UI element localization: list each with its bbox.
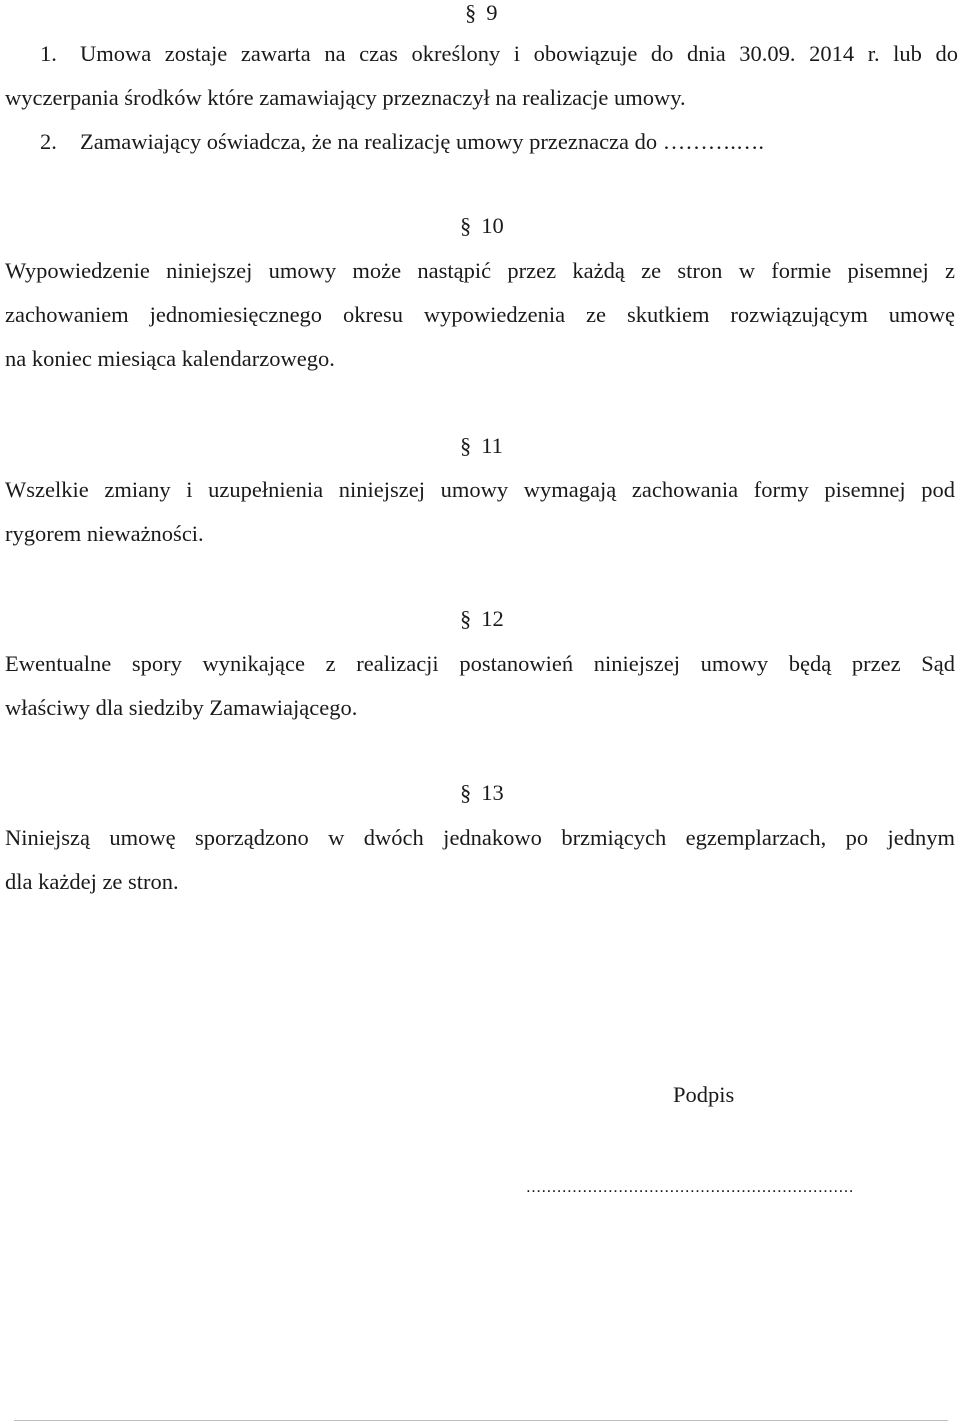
list-item-line-2: wyczerpania środków które zamawiający przeznaczył na realizacje umowy.: [5, 85, 686, 110]
section-number: 9: [486, 0, 498, 25]
section-sign: §: [460, 606, 472, 631]
section-12-paragraph: [5, 642, 955, 730]
paragraph-line-1: Wszelkie zmiany i uzupełnienia niniejszej umowy wymagają zachowania formy pisemnej pod: [5, 477, 955, 502]
section-sign: §: [460, 433, 472, 458]
section-11-heading: [460, 435, 503, 458]
paragraph-line-2: zachowaniem jednomiesięcznego okresu wypowiedzenia ze skutkiem rozwiązującym umowę: [5, 302, 955, 327]
section-sign: §: [465, 0, 477, 25]
section-number: 13: [481, 780, 504, 805]
paragraph-line-2: właściwy dla siedziby Zamawiającego.: [5, 695, 358, 720]
section-11-paragraph: [5, 468, 955, 556]
list-item-1: [40, 32, 958, 76]
section-number: 10: [481, 213, 504, 238]
list-item-2: [40, 120, 958, 164]
footer-divider: [14, 1420, 948, 1421]
section-12-heading: [460, 608, 504, 631]
paragraph-line-2: rygorem nieważności.: [5, 521, 204, 546]
paragraph-line-1: Wypowiedzenie niniejszej umowy może nastąpić przez każdą ze stron w formie pisemnej z: [5, 258, 955, 283]
list-number: 2.: [40, 129, 57, 154]
section-9-list-2: [40, 120, 958, 164]
paragraph-line-1: Ewentualne spory wynikające z realizacji postanowień niniejszej umowy będą przez Sąd: [5, 651, 955, 676]
section-number: 12: [481, 606, 504, 631]
signature-line: ................................................................: [526, 1177, 854, 1196]
list-item-1-continuation: [5, 76, 955, 120]
section-13-paragraph: [5, 816, 955, 904]
paragraph-line-3: na koniec miesiąca kalendarzowego.: [5, 346, 335, 371]
section-13-heading: [460, 782, 504, 805]
paragraph-line-1: Niniejszą umowę sporządzono w dwóch jednakowo brzmiących egzemplarzach, po jednym: [5, 825, 955, 850]
section-9-heading: [465, 2, 498, 25]
list-number: 1.: [40, 41, 57, 66]
list-item-line-1: Umowa zostaje zawarta na czas określony i obowiązuje do dnia 30.09. 2014 r. lub do: [80, 41, 958, 66]
section-number: 11: [481, 433, 503, 458]
list-item-line-1: Zamawiający oświadcza, że na realizację umowy przeznacza do ……….….: [80, 129, 765, 154]
section-10-heading: [460, 215, 504, 238]
section-sign: §: [460, 780, 472, 805]
section-sign: §: [460, 213, 472, 238]
signature-label: Podpis: [673, 1082, 735, 1107]
section-9-list: [40, 32, 958, 76]
section-10-paragraph: [5, 249, 955, 381]
paragraph-line-2: dla każdej ze stron.: [5, 869, 179, 894]
